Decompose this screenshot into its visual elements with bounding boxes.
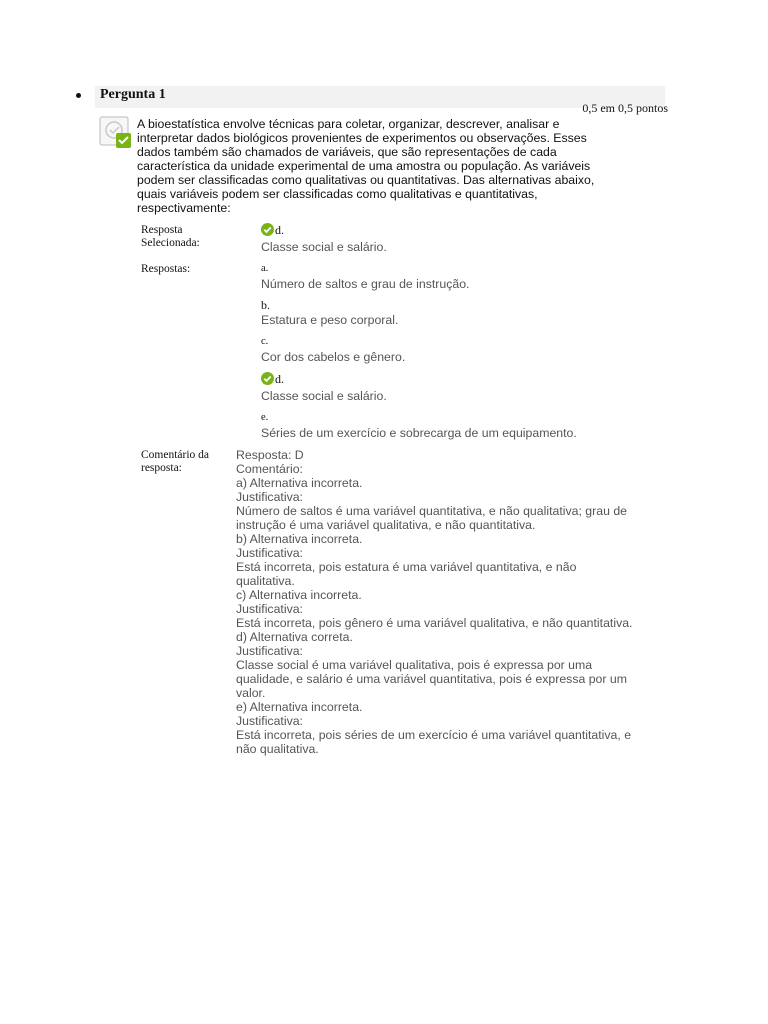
question-text: A bioestatística envolve técnicas para coletar, organizar, descrever, analisar e interpretar dados biológicos provenientes de experimentos ou observações. Esses dados também são chamados de variáveis, que são representações de cada característica da unidade experimental de uma amostra ou população. As variáveis podem ser classificadas como qualitativas ou quantitativas. Das alternativas abaixo, quais variáveis podem ser classificadas como qualitativas e quantitativas, respectivamente: xyxy=(137,117,595,215)
selected-text: Classe social e salário. xyxy=(261,240,387,254)
comment-line: a) Alternativa incorreta. xyxy=(236,476,363,490)
question-title: Pergunta 1 xyxy=(100,87,166,102)
option-text: Classe social e salário. xyxy=(261,389,387,403)
answer-option-e xyxy=(261,412,577,441)
correct-check-icon xyxy=(261,223,274,238)
option-letter: c. xyxy=(261,336,269,347)
question-header-bar xyxy=(95,86,665,108)
comment-line: Está incorreta, pois séries de um exercício é uma variável quantitativa, e não qualitativa. xyxy=(236,728,632,756)
comment-line: d) Alternativa correta. xyxy=(236,630,353,644)
selected-letter: d. xyxy=(275,223,284,237)
comment-line: Resposta: D xyxy=(236,448,304,462)
option-text: Número de saltos e grau de instrução. xyxy=(261,277,470,291)
option-letter: a. xyxy=(261,263,269,274)
answer-comment xyxy=(236,448,636,756)
answer-option-c xyxy=(261,336,405,365)
comment-line: Justificativa: xyxy=(236,490,303,504)
graded-correct-icon xyxy=(99,116,133,150)
option-text: Cor dos cabelos e gênero. xyxy=(261,350,406,364)
comment-label: Comentário da resposta: xyxy=(141,449,210,474)
comment-line: b) Alternativa incorreta. xyxy=(236,532,363,546)
answer-option-b xyxy=(261,299,398,328)
comment-line: Está incorreta, pois gênero é uma variável qualitativa, e não quantitativa. xyxy=(236,616,633,630)
option-text: Estatura e peso corporal. xyxy=(261,313,399,327)
list-bullet xyxy=(76,93,81,98)
answer-option-a xyxy=(261,263,469,292)
comment-line: Justificativa: xyxy=(236,714,303,728)
comment-line: Classe social é uma variável qualitativa, pois é expressa por uma qualidade, e salário é uma variável quantitativa, pois é expressa por um valor. xyxy=(236,658,627,700)
answers-label: Respostas: xyxy=(141,263,191,275)
option-letter: d. xyxy=(275,372,284,386)
comment-line: Número de saltos é uma variável quantitativa, e não qualitativa; grau de instrução é uma variável qualitativa, e não quantitativa. xyxy=(236,504,627,532)
answer-option-d xyxy=(261,372,387,404)
comment-line: Justificativa: xyxy=(236,546,303,560)
correct-check-icon xyxy=(261,372,274,387)
selected-answer-label: Resposta Selecionada: xyxy=(141,224,200,249)
selected-answer xyxy=(261,223,387,255)
question-score: 0,5 em 0,5 pontos xyxy=(582,101,668,115)
comment-line: Está incorreta, pois estatura é uma variável quantitativa, e não qualitativa. xyxy=(236,560,577,588)
comment-line: c) Alternativa incorreta. xyxy=(236,588,362,602)
option-text: Séries de um exercício e sobrecarga de um equipamento. xyxy=(261,426,577,440)
option-letter: b. xyxy=(261,298,270,312)
comment-line: Justificativa: xyxy=(236,602,303,616)
comment-line: Justificativa: xyxy=(236,644,303,658)
comment-line: e) Alternativa incorreta. xyxy=(236,700,363,714)
option-letter: e. xyxy=(261,412,269,423)
comment-line: Comentário: xyxy=(236,462,303,476)
